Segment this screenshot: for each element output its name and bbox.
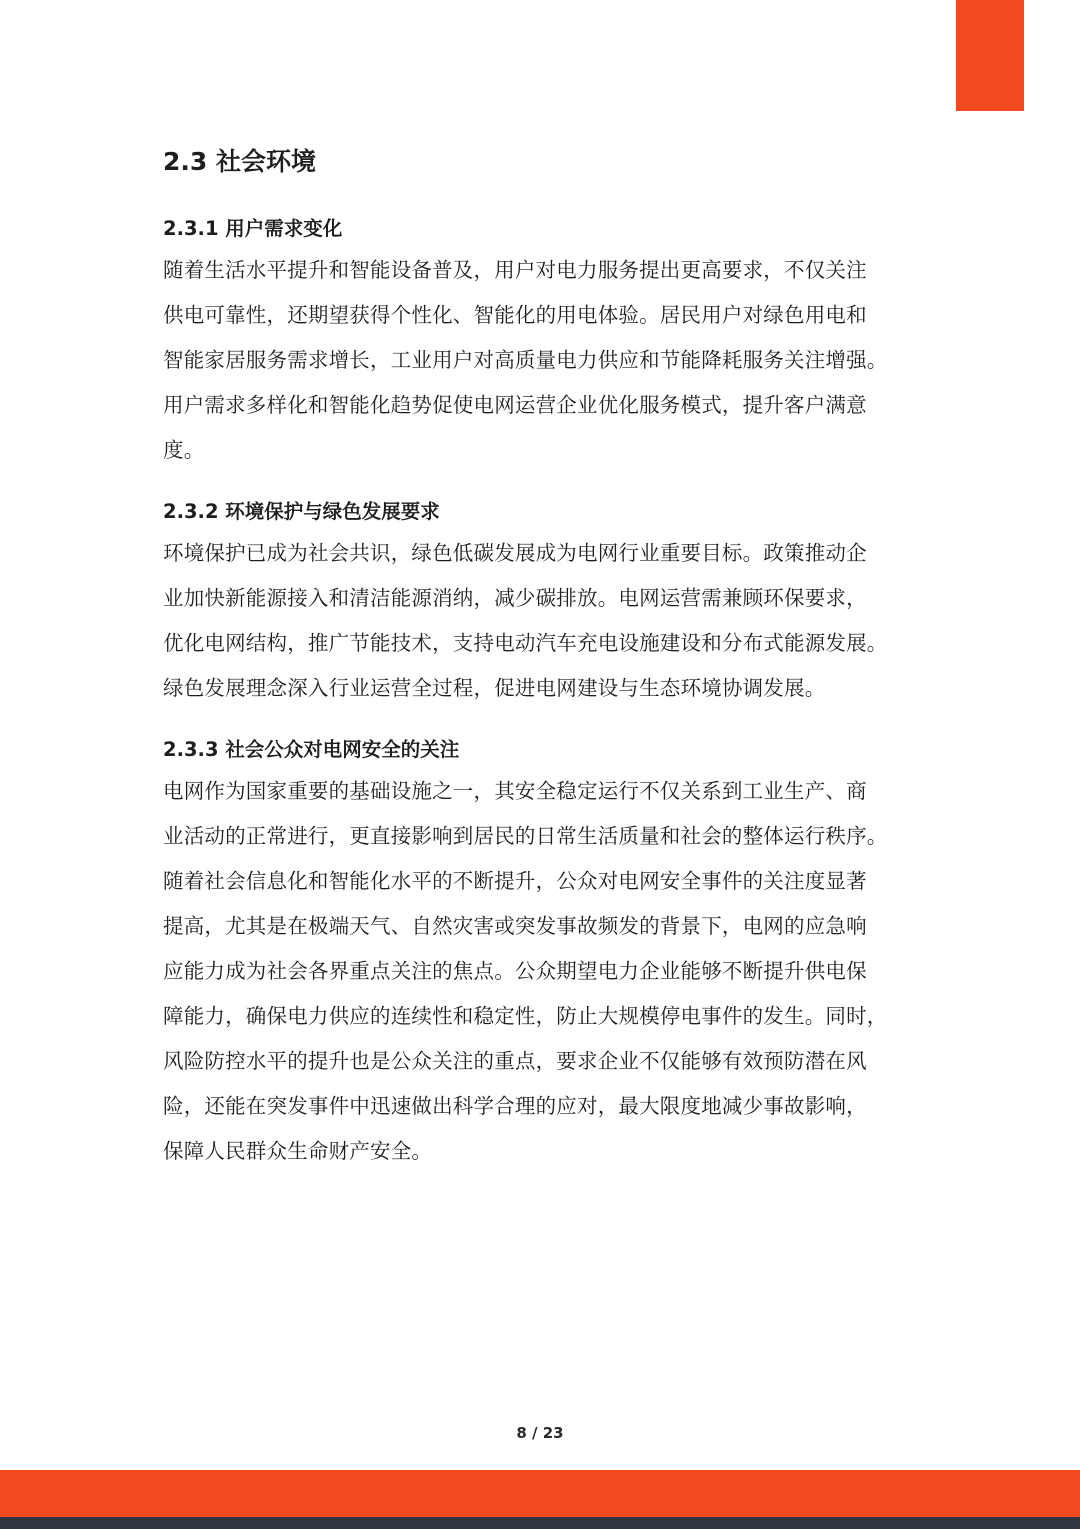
text-line: 用户需求多样化和智能化趋势促使电网运营企业优化服务模式，提升客户满意 [163,393,867,417]
page-number: 8 / 23 [516,1424,564,1442]
corner-accent-tab [956,0,1024,111]
text-line: 优化电网结构，推广节能技术，支持电动汽车充电设施建设和分布式能源发展。 [163,631,888,655]
subsection-green-development [163,495,943,711]
paragraph [163,248,943,473]
text-line: 智能家居服务需求增长，工业用户对高质量电力供应和节能降耗服务关注增强。 [163,348,888,372]
text-line: 保障人民群众生命财产安全。 [163,1139,433,1163]
subsection-title: 2.3.3 社会公众对电网安全的关注 [163,738,460,761]
text-line: 环境保护已成为社会共识，绿色低碳发展成为电网行业重要目标。政策推动企 [163,541,867,565]
section-title: 2.3 社会环境 [163,147,316,176]
text-line: 业加快新能源接入和清洁能源消纳，减少碳排放。电网运营需兼顾环保要求， [163,586,867,610]
text-line: 风险防控水平的提升也是公众关注的重点，要求企业不仅能够有效预防潜在风 [163,1049,867,1073]
text-line: 随着生活水平提升和智能设备普及，用户对电力服务提出更高要求，不仅关注 [163,258,867,282]
text-line: 业活动的正常进行，更直接影响到居民的日常生活质量和社会的整体运行秩序。 [163,824,888,848]
paragraph [163,769,943,1174]
text-line: 险，还能在突发事件中迅速做出科学合理的应对，最大限度地减少事故影响， [163,1094,867,1118]
page-content [163,140,943,1174]
footer-accent-bar [0,1470,1080,1517]
text-line: 提高，尤其是在极端天气、自然灾害或突发事故频发的背景下，电网的应急响 [163,914,867,938]
text-line: 供电可靠性，还期望获得个性化、智能化的用电体验。居民用户对绿色用电和 [163,303,867,327]
footer-dark-strip [0,1517,1080,1529]
subsection-title: 2.3.2 环境保护与绿色发展要求 [163,500,440,523]
text-line: 度。 [163,438,205,462]
subsection-user-demand [163,212,943,473]
subsection-title: 2.3.1 用户需求变化 [163,217,343,240]
text-line: 绿色发展理念深入行业运营全过程，促进电网建设与生态环境协调发展。 [163,676,826,700]
text-line: 应能力成为社会各界重点关注的焦点。公众期望电力企业能够不断提升供电保 [163,959,867,983]
subsection-grid-safety [163,733,943,1174]
text-line: 障能力，确保电力供应的连续性和稳定性，防止大规模停电事件的发生。同时， [163,1004,888,1028]
paragraph [163,531,943,711]
text-line: 电网作为国家重要的基础设施之一，其安全稳定运行不仅关系到工业生产、商 [163,779,867,803]
text-line: 随着社会信息化和智能化水平的不断提升，公众对电网安全事件的关注度显著 [163,869,867,893]
